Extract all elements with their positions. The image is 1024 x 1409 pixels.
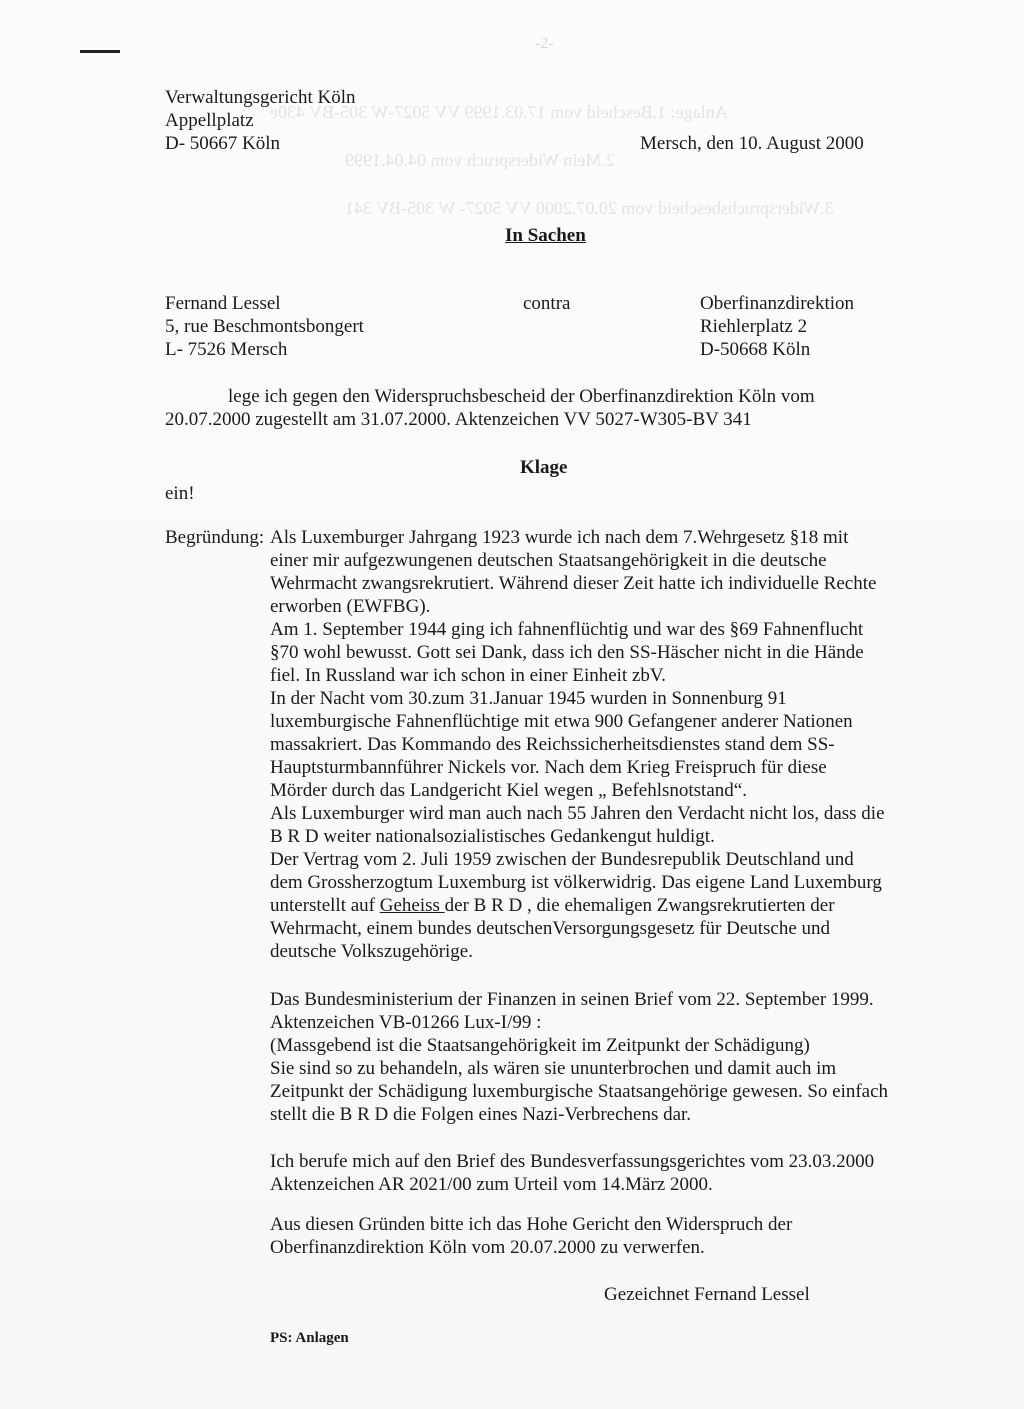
text-line: (Massgebend ist die Staatsangehörigkeit im Zeitpunkt der Schädigung) [270,1035,810,1056]
ps-attachments: PS: Anlagen [270,1330,349,1346]
defendant-city: D-50668 Köln [700,339,811,360]
recipient-street: Appellplatz [165,110,254,131]
text-line: dem Grossherzogtum Luxemburg ist völkerwidrig. Das eigene Land Luxemburg [270,872,882,893]
text-line [270,894,885,917]
contra-label: contra [523,293,571,314]
defendant-name: Oberfinanzdirektion [700,293,855,314]
text-segment: der B R D , die ehemaligen Zwangsrekrutierten der [444,895,835,916]
text-line: Mörder durch das Landgericht Kiel wegen „ Befehlsnotstand“. [270,780,747,801]
text-line: B R D weiter nationalsozialistisches Gedankengut huldigt. [270,826,715,847]
heading-in-sachen: In Sachen [505,225,586,246]
geheiss-underlined: Geheiss [379,895,445,916]
text-line: Ich berufe mich auf den Brief des Bundesverfassungsgerichtes vom 23.03.2000 [270,1151,875,1172]
corner-mark [80,50,120,53]
text-line: Wehrmacht zwangsrekrutiert. Während dieser Zeit hatte ich individuelle Rechte [270,573,877,594]
plaintiff-name: Fernand Lessel [165,293,281,314]
text-line: massakriert. Das Kommando des Reichssicherheitsdienstes stand dem SS- [270,734,835,755]
text-line: einer mir aufgezwungenen deutschen Staatsangehörigkeit in die deutsche [270,550,827,571]
bleed-through-text: 2.Mein Widerspruch vom 04.04.1999 [345,150,615,170]
klage-heading: Klage [520,457,568,478]
plaintiff-city: L- 7526 Mersch [165,339,288,360]
begruendung-label: Begründung: [165,527,265,548]
plaintiff-street: 5, rue Beschmontsbongert [165,316,364,337]
recipient-city: D- 50667 Köln [165,133,281,154]
recipient-name: Verwaltungsgericht Köln [165,87,356,108]
ministerium-paragraph [270,988,888,1126]
text-line: Am 1. September 1944 ging ich fahnenflüchtig und war des §69 Fahnenflucht [270,619,864,640]
text-line: luxemburgische Fahnenflüchtige mit etwa 900 Gefangener anderer Nationen [270,711,853,732]
signature-line: Gezeichnet Fernand Lessel [604,1284,810,1305]
text-line: Oberfinanzdirektion Köln vom 20.07.2000 zu verwerfen. [270,1237,705,1258]
text-line: fiel. In Russland war ich schon in einer Einheit zbV. [270,665,666,686]
text-line: stellt die B R D die Folgen eines Nazi-Verbrechens dar. [270,1104,692,1125]
bleed-through-text: Anlage: 1.Bescheid vom 17.03.1999 VV 5027-W 305-BV 430e [270,102,728,122]
text-line: erworben (EWFBG). [270,596,431,617]
defendant-street: Riehlerplatz 2 [700,316,808,337]
text-segment: unterstellt auf [270,895,380,916]
ein-text: ein! [165,483,195,504]
place-date: Mersch, den 10. August 2000 [640,133,864,154]
intro-line-1: lege ich gegen den Widerspruchsbescheid der Oberfinanzdirektion Köln vom [228,386,815,407]
berufe-paragraph [270,1150,874,1196]
text-line: Aktenzeichen VB-01266 Lux-I/99 : [270,1012,542,1033]
text-line: Das Bundesministerium der Finanzen in seinen Brief vom 22. September 1999. [270,989,874,1010]
bleed-through-text: 3.Widerspruchsbescheid vom 20.07.2000 VV 5027- W 305-BV 341 [345,198,834,218]
intro-line-2: 20.07.2000 zugestellt am 31.07.2000. Aktenzeichen VV 5027-W305-BV 341 [165,409,752,430]
text-line: Hauptsturmbannführer Nickels vor. Nach dem Krieg Freispruch für diese [270,757,827,778]
text-line: Als Luxemburger wird man auch nach 55 Jahren den Verdacht nicht los, dass die [270,803,885,824]
ghost-page-number: -2- [535,35,554,52]
text-line: Als Luxemburger Jahrgang 1923 wurde ich nach dem 7.Wehrgesetz §18 mit [270,527,849,548]
text-line: Zeitpunkt der Schädigung luxemburgische Staatsangehörige gewesen. So einfach [270,1081,889,1102]
text-line: Der Vertrag vom 2. Juli 1959 zwischen der Bundesrepublik Deutschland und [270,849,854,870]
text-line: Aktenzeichen AR 2021/00 zum Urteil vom 14.März 2000. [270,1174,713,1195]
text-line: Wehrmacht, einem bundes deutschenVersorgungsgesetz für Deutsche und [270,918,831,939]
text-line: §70 wohl bewusst. Gott sei Dank, dass ich den SS-Häscher nicht in die Hände [270,642,864,663]
text-line: deutsche Volkszugehörige. [270,941,473,962]
text-line: In der Nacht vom 30.zum 31.Januar 1945 wurden in Sonnenburg 91 [270,688,787,709]
gruende-paragraph [270,1213,792,1259]
text-line: Sie sind so zu behandeln, als wären sie ununterbrochen und damit auch im [270,1058,837,1079]
text-line: Aus diesen Gründen bitte ich das Hohe Gericht den Widerspruch der [270,1214,793,1235]
begruendung-paragraph [270,526,885,963]
